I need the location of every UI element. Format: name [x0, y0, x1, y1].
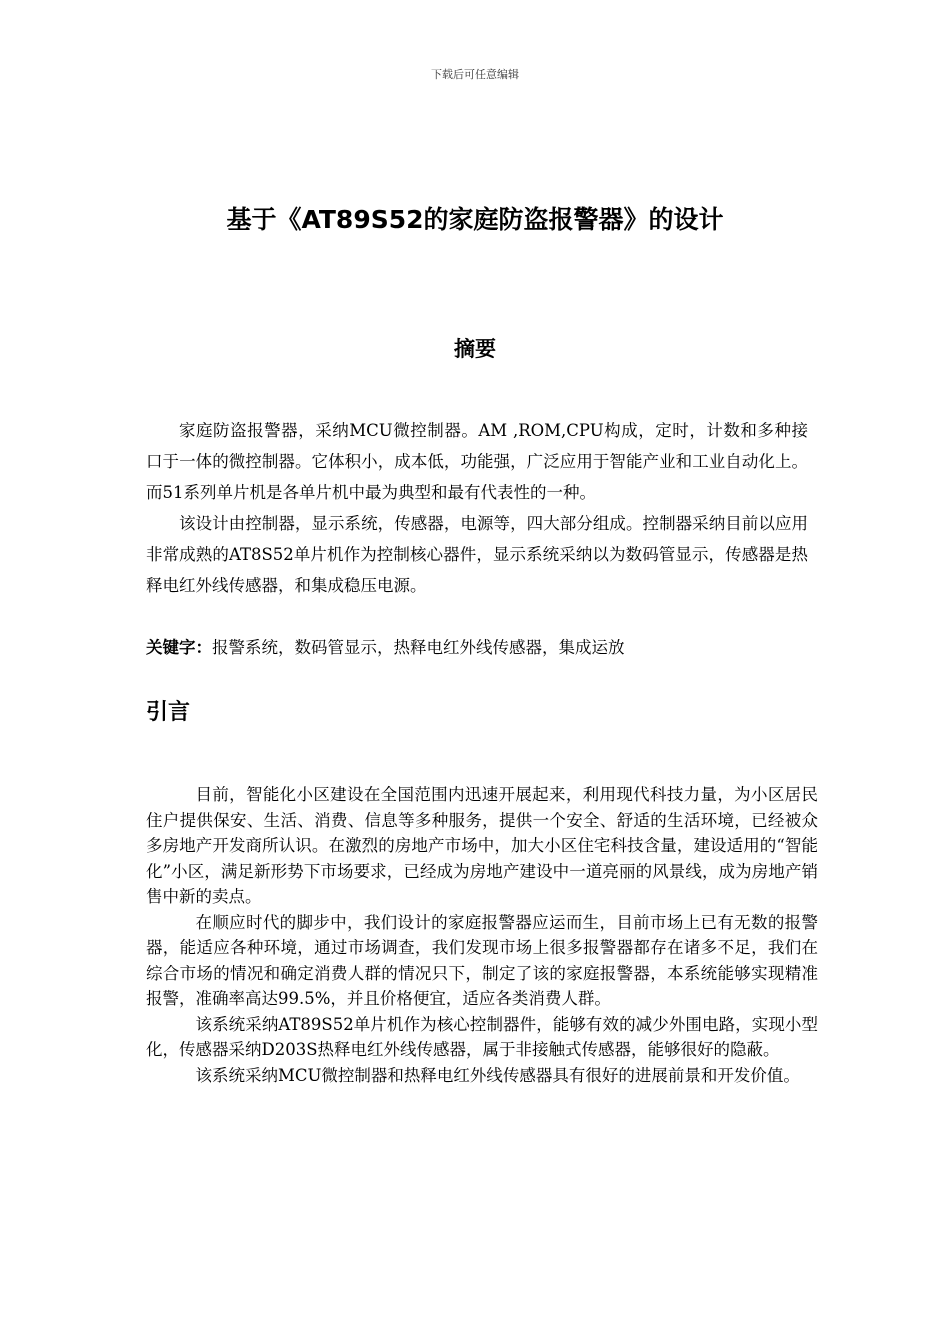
intro-paragraph: 在顺应时代的脚步中，我们设计的家庭报警器应运而生，目前市场上已有无数的报警器，能适应各种环境，通过市场调查，我们发现市场上很多报警器都存在诸多不足，我们在综合市场的情况和确定消费人群的情况只下，制定了该的家庭报警器，本系统能够实现精准报警，准确率高达99.5%，并且价格便宜，适应各类消费人群。 — [146, 912, 818, 1008]
keywords-label: 关键字： — [146, 638, 212, 657]
abstract-heading: 摘要 — [454, 337, 496, 361]
page-header: 下载后可任意编辑 — [431, 68, 519, 81]
intro-paragraph: 该系统采纳AT89S52单片机作为核心控制器件，能够有效的减少外围电路，实现小型化，传感器采纳D203S热释电红外线传感器，属于非接触式传感器，能够很好的隐蔽。 — [146, 1014, 818, 1059]
keywords-line — [146, 636, 808, 660]
intro-paragraph: 该系统采纳MCU微控制器和热释电红外线传感器具有很好的进展前景和开发价值。 — [195, 1065, 800, 1085]
abstract-body — [146, 415, 808, 601]
document-title: 基于《AT89S52的家庭防盗报警器》的设计 — [226, 205, 724, 234]
keywords-text: 报警系统，数码管显示，热释电红外线传感器，集成运放 — [212, 638, 625, 657]
abstract-paragraph: 家庭防盗报警器，采纳MCU微控制器。AM ,ROM,CPU构成，定时，计数和多种接口于一体的微控制器。它体积小，成本低，功能强，广泛应用于智能产业和工业自动化上。而51系列单片机是各单片机中最为典型和最有代表性的一种。 — [146, 421, 808, 502]
intro-body — [146, 782, 818, 1088]
intro-heading: 引言 — [146, 700, 191, 725]
abstract-paragraph: 该设计由控制器，显示系统，传感器，电源等，四大部分组成。控制器采纳目前以应用非常成熟的AT8S52单片机作为控制核心器件，显示系统采纳以为数码管显示，传感器是热释电红外线传感器，和集成稳压电源。 — [146, 514, 808, 595]
intro-paragraph: 目前，智能化小区建设在全国范围内迅速开展起来，利用现代科技力量，为小区居民住户提供保安、生活、消费、信息等多种服务，提供一个安全、舒适的生活环境，已经被众多房地产开发商所认识。在激烈的房地产市场中，加大小区住宅科技含量，建设适用的“智能化”小区，满足新形势下市场要求，已经成为房地产建设中一道亮丽的风景线，成为房地产销售中新的卖点。 — [146, 785, 818, 906]
